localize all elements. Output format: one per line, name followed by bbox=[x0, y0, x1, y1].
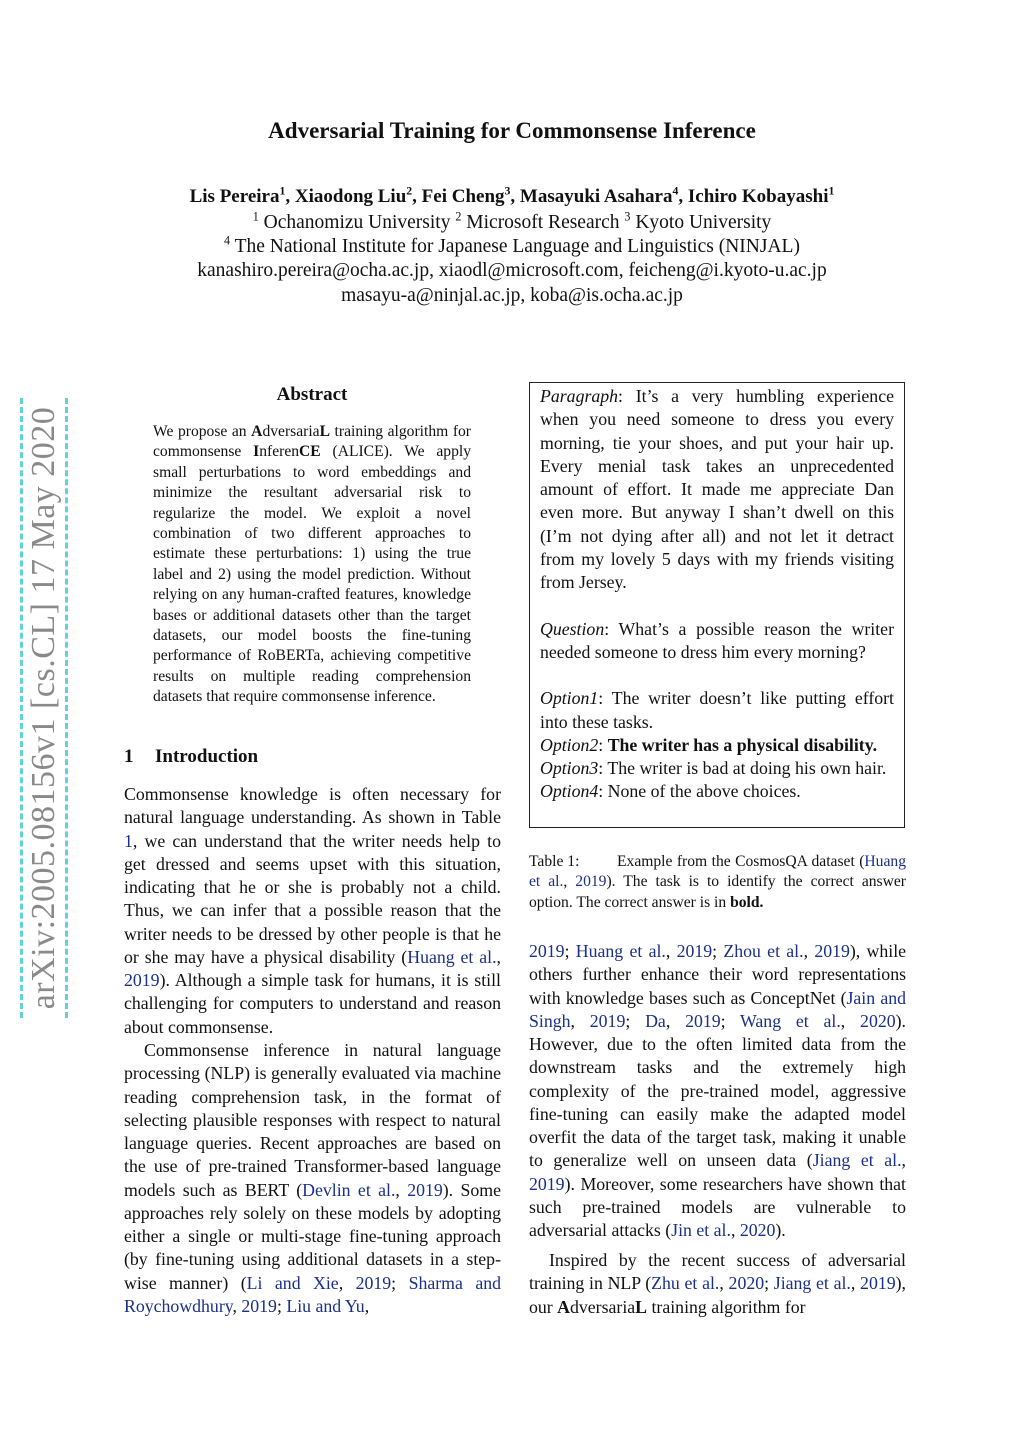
intro-paragraph-1: Commonsense knowledge is often necessary for natural language understanding. As shown in Table 1, we can understand that the writer needs help to get dressed and seems upset with this situation, indicating that he or she is probably not a child. Thus, we can infer that a possible reason that the writer needs to be dressed by other people is that he or she may have a physical disability (Huang et al., 2019). Although a simple task for humans, it is still challenging for computers to understand and reason about commonsense. bbox=[124, 784, 501, 1037]
citation-link[interactable]: Liu and Yu bbox=[286, 1295, 365, 1316]
citation-link[interactable]: Jiang et al. bbox=[773, 1273, 851, 1294]
citation-link[interactable]: 2019 bbox=[860, 1273, 896, 1294]
citation-link[interactable]: Jain and Singh bbox=[529, 987, 906, 1031]
abstract-heading: Abstract bbox=[276, 384, 348, 405]
citation-link[interactable]: 2019 bbox=[124, 970, 160, 990]
paper-title: Adversarial Training for Commonsense Inference bbox=[268, 118, 756, 143]
arxiv-stamp bbox=[20, 398, 68, 1018]
aff-sup: 3 bbox=[624, 209, 631, 224]
citation-link[interactable]: 2019 bbox=[575, 873, 607, 891]
author-sup: 2 bbox=[406, 184, 413, 198]
citation-link[interactable]: 2019 bbox=[685, 1010, 721, 1031]
citation-link[interactable]: Huang et al. bbox=[529, 853, 906, 891]
citation-link[interactable]: 2019 bbox=[529, 1173, 565, 1194]
email-line-2: masayu-a@ninjal.ac.jp, koba@is.ocha.ac.jp bbox=[341, 285, 683, 306]
citation-link[interactable]: 2020 bbox=[860, 1010, 896, 1031]
affiliation: Ochanomizu University bbox=[263, 212, 451, 233]
citation-link[interactable]: 2019 bbox=[589, 1010, 626, 1031]
affiliation: The National Institute for Japanese Language and Linguistics (NINJAL) bbox=[234, 236, 800, 257]
citation-link[interactable]: Jiang et al. bbox=[812, 1150, 902, 1171]
affiliation: Kyoto University bbox=[635, 212, 772, 233]
example-table-box bbox=[529, 382, 905, 828]
author-name: Lis Pereira bbox=[189, 186, 280, 207]
citation-link[interactable]: 2020 bbox=[728, 1273, 765, 1294]
affiliation: Microsoft Research bbox=[466, 212, 620, 233]
citation-link[interactable]: Wang et al. bbox=[740, 1010, 841, 1031]
citation-link[interactable]: Huang et al. bbox=[575, 941, 666, 961]
example-option-2: Option2: The writer has a physical disability. bbox=[540, 734, 878, 755]
aff-sup: 2 bbox=[455, 209, 462, 224]
author-name: Ichiro Kobayashi bbox=[687, 186, 829, 207]
abstract-body: We propose an AdversariaL training algorithm for commonsense InferenCE (ALICE). We apply small perturbations to word embeddings and minimize the resultant adversarial risk to regularize the model. We exploit a novel combination of two different approaches to estimate these perturbations: 1) using the true label and 2) using the model prediction. Without relying on any human-crafted features, knowledge bases or additional datasets other than the target datasets, our model boosts the fine-tuning performance of RoBERTa, achieving competitive results on multiple reading comprehension datasets that require commonsense inference. bbox=[153, 423, 472, 706]
author-sup: 1 bbox=[279, 184, 286, 198]
table-caption: Table 1: Example from the CosmosQA dataset (Huang et al., 2019). The task is to identify the correct answer option. The correct answer is in bold. bbox=[529, 853, 907, 911]
author-name: Masayuki Asahara bbox=[519, 186, 673, 207]
author-list: Lis Pereira$^1$, Xiaodong Liu$^2$, Fei Cheng$^3$, Masayuki Asahara$^4$, Ichiro Kobayashi$^1$ bbox=[189, 184, 835, 207]
author-sup: 4 bbox=[672, 184, 679, 198]
citation-link[interactable]: Huang et al. bbox=[407, 946, 497, 967]
citation-link[interactable]: 2019 bbox=[529, 941, 565, 961]
table-label: Table 1: bbox=[529, 853, 580, 870]
aff-sup: 1 bbox=[252, 209, 259, 224]
correct-answer: The writer has a physical disability. bbox=[607, 734, 878, 755]
affiliation-line-2 bbox=[0, 233, 1024, 258]
section-title: Introduction bbox=[155, 746, 259, 767]
author-sup: 3 bbox=[504, 184, 511, 198]
example-option-1: Option1: The writer doesn’t like putting effort into these tasks. bbox=[540, 688, 894, 732]
citation-link[interactable]: Da bbox=[645, 1010, 666, 1031]
citation-link[interactable]: 2019 bbox=[814, 941, 850, 961]
right-paragraph-2: Inspired by the recent success of adversarial training in NLP (Zhu et al., 2020; Jiang et al., 2019), our AdversariaL training algorithm for bbox=[529, 1250, 906, 1317]
example-question: Question: What’s a possible reason the writer needed someone to dress him every morning? bbox=[540, 618, 894, 662]
section-number: 1 bbox=[124, 746, 134, 767]
example-paragraph: Paragraph: It’s a very humbling experience when you need someone to dress you every morning, tie your shoes, and put your hair up. Every menial task takes an unprecedented amount of effort. It made me appreciate Dan even more. But anyway I shan’t dwell on this (I’m not dying after all) and not let it detract from my lovely 5 days with my friends visiting from Jersey. bbox=[540, 386, 894, 592]
author-name: Xiaodong Liu bbox=[294, 186, 407, 207]
citation-link[interactable]: Li and Xie bbox=[246, 1272, 339, 1293]
citation-link[interactable]: Jin et al. bbox=[671, 1220, 731, 1240]
author-sup: 1 bbox=[828, 184, 835, 198]
right-paragraph-1: 2019; Huang et al., 2019; Zhou et al., 2019), while others further enhance their word representations with knowledge bases such as ConceptNet (Jain and Singh, 2019; Da, 2019; Wang et al., 2020). However, due to the often limited data from the downstream tasks and the extremely high complexity of the pre-trained model, aggressive fine-tuning can easily make the adapted model overfit the data of the target task, making it unable to generalize well on unseen data (Jiang et al., 2019). Moreover, some researchers have shown that such pre-trained models are vulnerable to adversarial attacks (Jin et al., 2020). bbox=[529, 941, 907, 1240]
citation-link[interactable]: Zhu et al. bbox=[651, 1273, 720, 1294]
section-heading-introduction bbox=[124, 746, 258, 768]
citation-link[interactable]: Devlin et al. bbox=[302, 1179, 396, 1200]
citation-link[interactable]: 2019 bbox=[241, 1295, 277, 1316]
author-name: Fei Cheng bbox=[421, 186, 505, 207]
citation-link[interactable]: 2019 bbox=[676, 941, 713, 961]
table-ref-link[interactable]: 1 bbox=[124, 830, 133, 851]
citation-link[interactable]: 2020 bbox=[739, 1220, 776, 1240]
arxiv-id: arXiv:2005.08156v1 [cs.CL] 17 May 2020 bbox=[25, 406, 62, 1010]
intro-paragraph-2: Commonsense inference in natural language processing (NLP) is generally evaluated via machine reading comprehension task, in the format of selecting plausible responses with respect to natural language queries. Recent approaches are based on the use of pre-trained Transformer-based language models such as BERT (Devlin et al., 2019). Some approaches rely solely on these models by adopting either a single or multi-stage fine-tuning approach (by fine-tuning using additional datasets in a step-wise manner) (Li and Xie, 2019; Sharma and Roychowdhury, 2019; Liu and Yu, bbox=[124, 1040, 501, 1316]
citation-link[interactable]: 2019 bbox=[355, 1272, 392, 1293]
example-option-3: Option3: The writer is bad at doing his own hair. bbox=[540, 758, 887, 778]
aff-sup: 4 bbox=[224, 233, 231, 248]
affiliation-line-1 bbox=[0, 209, 1024, 234]
citation-link[interactable]: Zhou et al. bbox=[723, 941, 804, 961]
email-line-1: kanashiro.pereira@ocha.ac.jp, xiaodl@microsoft.com, feicheng@i.kyoto-u.ac.jp bbox=[197, 260, 827, 281]
example-option-4: Option4: None of the above choices. bbox=[540, 781, 801, 802]
citation-link[interactable]: 2019 bbox=[407, 1179, 443, 1200]
citation-link[interactable]: Sharma and Roychowdhury bbox=[124, 1272, 501, 1316]
